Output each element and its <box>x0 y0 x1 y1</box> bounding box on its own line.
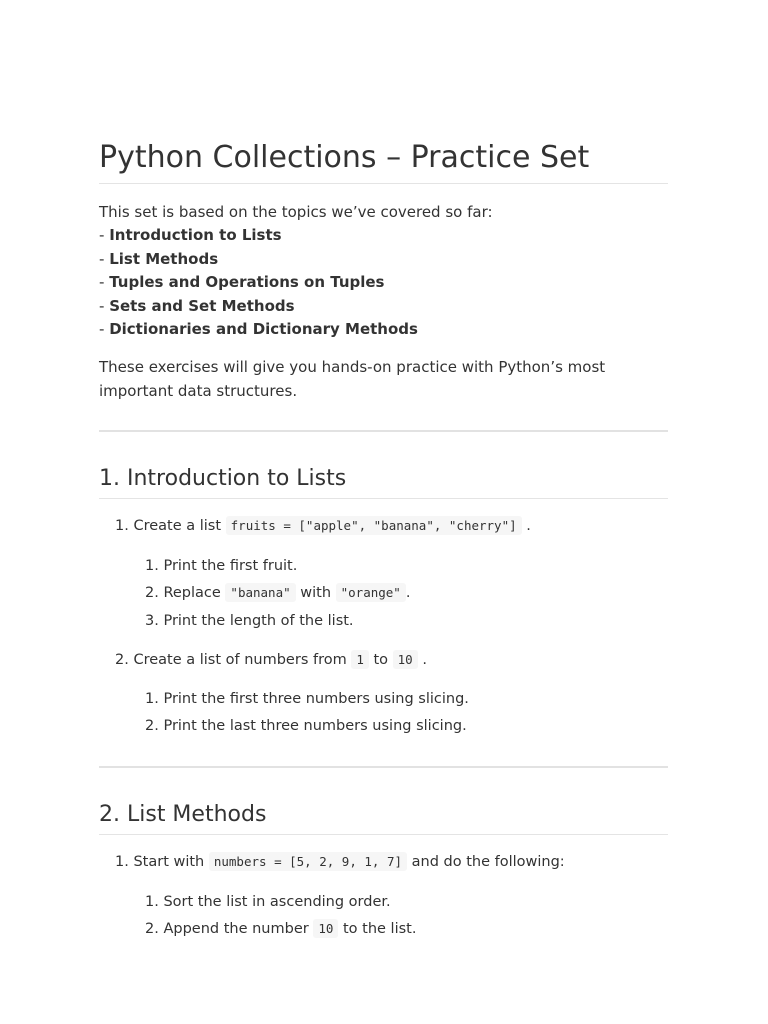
section-heading-underline <box>99 834 668 835</box>
list-item: 3. Print the length of the list. <box>145 613 354 629</box>
list-item: 1. Print the first three numbers using slicing. <box>145 691 469 707</box>
page-title: Python Collections – Practice Set <box>99 140 590 175</box>
list-item: 2. Replace "banana" with "orange" . <box>145 585 411 601</box>
topic-item: - List Methods <box>99 249 219 268</box>
topic-item: - Tuples and Operations on Tuples <box>99 273 385 292</box>
code-snippet: fruits = ["apple", "banana", "cherry"] <box>226 516 522 535</box>
intro-block <box>99 201 668 341</box>
code-snippet: "banana" <box>225 583 295 602</box>
title-underline <box>99 183 668 184</box>
section-heading-lists: 1. Introduction to Lists <box>99 466 347 491</box>
section-heading-underline <box>99 498 668 499</box>
code-snippet: "orange" <box>336 583 406 602</box>
code-snippet: 1 <box>351 650 369 669</box>
section-divider <box>99 766 668 768</box>
code-snippet: 10 <box>393 650 418 669</box>
list-item: 1. Create a list fruits = ["apple", "banana", "cherry"] . <box>115 518 531 534</box>
section-heading-list-methods: 2. List Methods <box>99 802 267 827</box>
intro-summary: These exercises will give you hands-on practice with Python’s most important data structures. <box>99 358 606 400</box>
topic-item: - Sets and Set Methods <box>99 296 295 315</box>
code-snippet: 10 <box>313 919 338 938</box>
list-item: 1. Sort the list in ascending order. <box>145 894 391 910</box>
code-snippet: numbers = [5, 2, 9, 1, 7] <box>209 852 407 871</box>
intro-lead: This set is based on the topics we’ve covered so far: <box>99 203 493 221</box>
topic-item: - Dictionaries and Dictionary Methods <box>99 320 418 339</box>
list-item: 2. Append the number 10 to the list. <box>145 921 417 937</box>
list-item: 2. Create a list of numbers from 1 to 10 . <box>115 652 427 668</box>
section-divider <box>99 430 668 432</box>
list-item: 1. Print the first fruit. <box>145 558 298 574</box>
topic-item: - Introduction to Lists <box>99 226 282 245</box>
list-item: 1. Start with numbers = [5, 2, 9, 1, 7] and do the following: <box>115 854 565 870</box>
list-item: 2. Print the last three numbers using slicing. <box>145 718 467 734</box>
